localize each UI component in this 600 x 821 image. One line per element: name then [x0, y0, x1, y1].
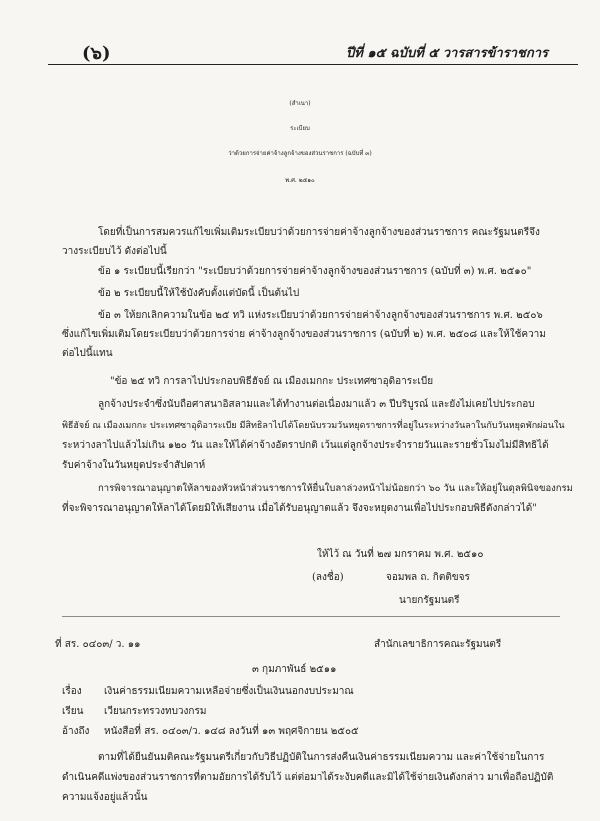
clause-25-line: ระหว่างลาไปแล้วไม่เกิน ๑๒๐ วัน และให้ได้ค่าจ้างอัตราปกติ เว้นแต่ลูกจ้างประจำรายวันและรายชั่วโมงไม่มีสิทธิได้: [62, 440, 549, 451]
reference-text: หนังสือที่ สร. ๐๔๐๓/ว. ๑๔๘ ลงวันที่ ๑๓ พฤศจิกายน ๒๕๐๕: [104, 726, 359, 737]
regulation-title: ว่าด้วยการจ่ายค่าจ้างลูกจ้างของส่วนราชการ (ฉบับที่ ๓): [228, 150, 372, 157]
to-label: เรียน: [62, 706, 84, 717]
signatory-name: จอมพล ถ. กิตติขจร: [386, 572, 470, 583]
preamble-line: วางระเบียบไว้ ดังต่อไปนี้: [62, 246, 167, 257]
clause-25-line: "ข้อ ๒๕ ทวิ การลาไปประกอบพิธีฮัจย์ ณ เมืองเมกกะ ประเทศซาอุดิอาระเบีย: [110, 376, 434, 387]
letter-date: ๓ กุมภาพันธ์ ๒๕๑๑: [252, 664, 337, 675]
clause-25-line: รับค่าจ้างในวันหยุดประจำสัปดาห์: [62, 460, 206, 471]
subject-text: เงินค่าธรรมเนียมความเหลือจ่ายซึ่งเป็นเงินนอกงบประมาณ: [104, 686, 354, 697]
letter-body-line: ดำเนินคดีแพ่งของส่วนราชการที่ตามอัยการได้รับไว้ แต่ต่อมาได้ระงับคดีและมิได้ใช้จ่ายเงินดังกล่าว มาเพื่อถือปฏิบัติ: [62, 772, 554, 783]
signed-label: (ลงชื่อ): [312, 572, 344, 583]
letter-office: สำนักเลขาธิการคณะรัฐมนตรี: [374, 639, 502, 650]
reference-label: อ้างถึง: [62, 726, 90, 737]
to-text: เวียนกระทรวงทบวงกรม: [104, 706, 207, 717]
regulation-year: พ.ศ. ๒๕๑๐: [285, 177, 315, 184]
running-title: ปีที่ ๑๕ ฉบับที่ ๕ วารสารข้าราชการ: [345, 46, 548, 61]
letter-body-line: ความแจ้งอยู่แล้วนั้น: [62, 792, 148, 803]
letter-body-line: ตามที่ได้ยืนยันมติคณะรัฐมนตรีเกี่ยวกับวิธีปฏิบัติในการส่งคืนเงินค่าธรรมเนียมความ และค่าใช้จ่ายในการ: [98, 752, 545, 763]
clause-3-line: ซึ่งแก้ไขเพิ่มเติมโดยระเบียบว่าด้วยการจ่าย ค่าจ้างลูกจ้างของส่วนราชการ (ฉบับที่ ๒) พ.ศ. ๒๕๐๘ และให้ใช้ความ: [62, 329, 546, 340]
clause-3-line: ต่อไปนี้แทน: [62, 348, 113, 359]
clause-2: ข้อ ๒ ระเบียบนี้ให้ใช้บังคับตั้งแต่บัดนี้ เป็นต้นไป: [98, 288, 300, 299]
subject-label: เรื่อง: [62, 686, 82, 697]
doc-type: ระเบียบ: [290, 125, 310, 132]
given-date: ให้ไว้ ณ วันที่ ๒๗ มกราคม พ.ศ. ๒๕๑๐: [317, 549, 484, 560]
signatory-title: นายกรัฐมนตรี: [399, 595, 460, 606]
clause-25-line: การพิจารณาอนุญาตให้ลาของหัวหน้าส่วนราชการให้ยื่นใบลาล่วงหน้าไม่น้อยกว่า ๖๐ วัน และให้อยู่ในดุลพินิจของกรม: [98, 483, 573, 494]
preamble-line: โดยที่เป็นการสมควรแก้ไขเพิ่มเติมระเบียบว่าด้วยการจ่ายค่าจ้างลูกจ้างของส่วนราชการ คณะรัฐมนตรีจึง: [98, 227, 540, 238]
copy-label: (สำเนา): [289, 100, 311, 107]
section-divider: [62, 616, 560, 617]
clause-25-line: พิธีฮัจย์ ณ เมืองเมกกะ ประเทศซาอุดิอาระเบีย มีสิทธิลาไปได้โดยนับรวมวันหยุดราชการที่อยู่ในระหว่างวันลาในกับวันหยุดพักผ่อนใน: [62, 421, 565, 431]
header-rule: [48, 64, 578, 65]
letter-ref-number: ที่ สร. ๐๔๐๓/ ว. ๑๑: [55, 639, 141, 650]
clause-25-line: ลูกจ้างประจำซึ่งนับถือศาสนาอิสลามและได้ทำงานต่อเนื่องมาแล้ว ๓ ปีบริบูรณ์ และยังไม่เคยไปประกอบ: [98, 399, 535, 410]
page-number: (๖): [82, 43, 111, 64]
clause-3-line: ข้อ ๓ ให้ยกเลิกความในข้อ ๒๕ ทวิ แห่งระเบียบว่าด้วยการจ่ายค่าจ้างลูกจ้างของส่วนราชการ พ.ศ. ๒๕๐๖: [98, 310, 543, 321]
clause-1: ข้อ ๑ ระเบียบนี้เรียกว่า "ระเบียบว่าด้วยการจ่ายค่าจ้างลูกจ้างของส่วนราชการ (ฉบับที่ ๓) พ.ศ. ๒๕๑๐": [98, 266, 532, 277]
clause-25-line: ที่จะพิจารณาอนุญาตให้ลาได้โดยมิให้เสียงาน เมื่อได้รับอนุญาตแล้ว จึงจะหยุดงานเพื่อไปประกอบพิธีดังกล่าวได้": [62, 503, 537, 514]
